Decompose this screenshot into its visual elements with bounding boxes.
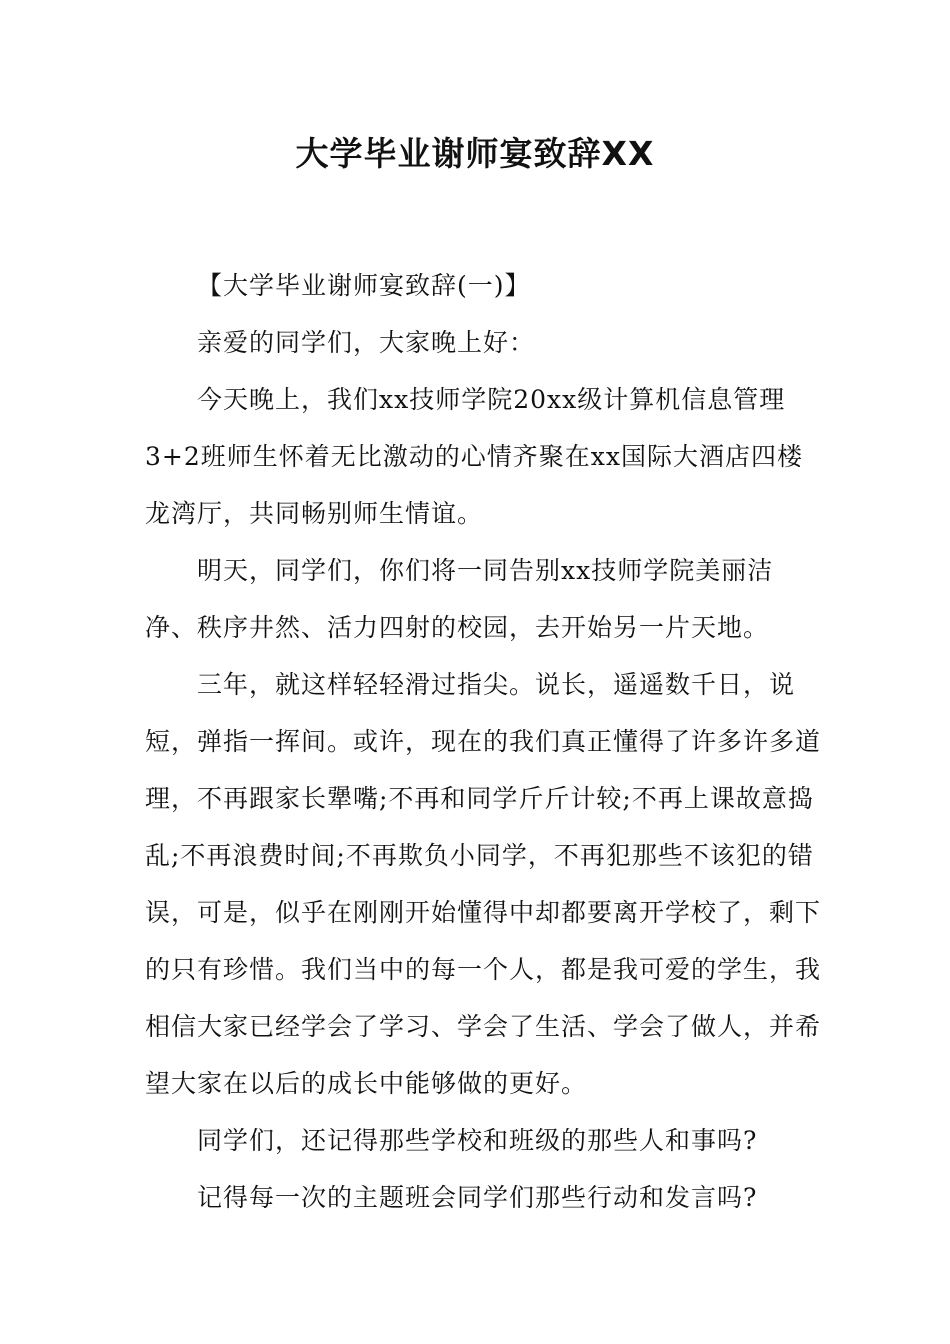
paragraph-remember-people: 同学们，还记得那些学校和班级的那些人和事吗? — [197, 1126, 758, 1155]
paragraph-greeting: 亲爱的同学们，大家晚上好： — [197, 328, 536, 357]
paragraph-three-years: 三年，就这样轻轻滑过指尖。说长，遥遥数千日，说短，弹指一挥间。或许，现在的我们真正懂得了许多许多道理，不再跟家长犟嘴;不再和同学斤斤计较;不再上课故意捣乱;不再浪费时间;不再欺负小同学，不再犯那些不该犯的错误，可是，似乎在刚刚开始懂得中却都要离开学校了，剩下的只有珍惜。我们当中的每一个人，都是我可爱的学生，我相信大家已经学会了学习、学会了生活、学会了做人，并希望大家在以后的成长中能够做的更好。 — [145, 670, 822, 1098]
paragraph-tomorrow: 明天，同学们，你们将一同告别xx技师学院美丽洁净、秩序井然、活力四射的校园，去开始另一片天地。 — [145, 556, 774, 642]
section-heading: 【大学毕业谢师宴致辞(一)】 — [197, 271, 531, 300]
document-body — [145, 257, 825, 1226]
document-title: 大学毕业谢师宴致辞XX — [295, 134, 655, 173]
paragraph-remember-meetings: 记得每一次的主题班会同学们那些行动和发言吗? — [197, 1183, 758, 1212]
paragraph-tonight: 今天晚上，我们xx技师学院20xx级计算机信息管理3+2班师生怀着无比激动的心情齐聚在xx国际大酒店四楼龙湾厅，共同畅别师生情谊。 — [145, 385, 803, 528]
